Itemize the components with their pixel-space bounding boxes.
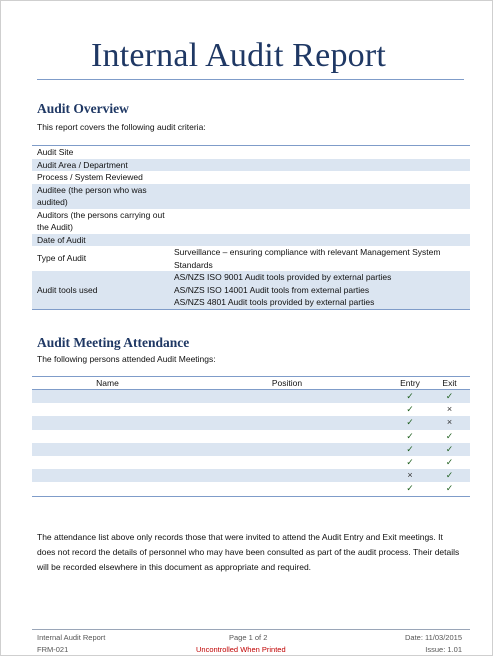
overview-row	[32, 184, 470, 209]
overview-row	[32, 146, 470, 159]
overview-row	[32, 271, 470, 309]
entry-mark: ✓	[406, 417, 414, 428]
attendance-row	[32, 416, 470, 429]
exit-mark: ✓	[445, 430, 454, 441]
overview-label: Audit Site	[37, 147, 74, 157]
attendee-name	[32, 390, 183, 403]
overview-value	[165, 209, 470, 234]
audit-tool-line: AS/NZS 4801 Audit tools provided by external parties	[174, 297, 375, 307]
entry-mark: ✓	[406, 391, 414, 401]
overview-label: Process / System Reviewed	[37, 172, 143, 182]
entry-mark: ✓	[406, 430, 414, 441]
overview-row	[32, 209, 470, 234]
attendee-position	[183, 443, 391, 456]
attendee-position	[183, 482, 391, 495]
exit-mark: ✓	[445, 443, 454, 454]
attendee-position	[183, 456, 391, 469]
exit-mark: ✓	[445, 470, 454, 481]
overview-value	[165, 171, 470, 184]
overview-row	[32, 246, 470, 271]
overview-label: Audit Area / Department	[37, 159, 128, 170]
exit-mark: ×	[446, 417, 453, 428]
exit-mark: ✓	[445, 483, 454, 494]
attendee-position	[183, 403, 391, 416]
overview-heading: Audit Overview	[37, 101, 129, 116]
attendee-name	[32, 469, 183, 482]
attendee-name	[32, 416, 183, 429]
overview-label: Date of Audit	[37, 234, 86, 245]
audit-tool-line: AS/NZS ISO 9001 Audit tools provided by external parties	[174, 272, 392, 282]
col-entry: Entry	[400, 378, 420, 388]
attendee-position	[183, 390, 391, 403]
entry-mark: ✓	[406, 404, 414, 415]
attendee-position	[183, 416, 391, 429]
attendee-name	[32, 456, 183, 469]
attendee-name	[32, 403, 183, 416]
attendance-row	[32, 430, 470, 443]
exit-mark: ×	[446, 404, 453, 415]
overview-label: Audit tools used	[37, 284, 98, 295]
attendance-row	[32, 443, 470, 456]
overview-value	[165, 159, 470, 172]
entry-mark: ✓	[406, 456, 414, 467]
overview-row	[32, 171, 470, 184]
audit-tool-line: AS/NZS ISO 14001 Audit tools from external parties	[174, 284, 370, 295]
attendee-position	[183, 469, 391, 482]
footer-doc-code: FRM-021	[37, 645, 69, 654]
attendance-row	[32, 482, 470, 495]
overview-label: Type of Audit	[37, 253, 87, 264]
entry-mark: ×	[407, 470, 413, 481]
attendance-row	[32, 403, 470, 416]
overview-row	[32, 234, 470, 247]
overview-value	[165, 271, 470, 309]
attendance-row	[32, 390, 470, 403]
attendance-header	[32, 377, 470, 390]
title-divider	[37, 79, 464, 80]
overview-value	[165, 146, 470, 159]
col-exit: Exit	[442, 378, 457, 388]
footer-doc-name: Internal Audit Report	[37, 633, 106, 642]
footer-divider	[32, 629, 470, 630]
attendance-table	[32, 376, 470, 497]
footer-issue: Issue: 1.01	[425, 645, 462, 654]
report-title: Internal Audit Report	[91, 37, 387, 74]
attendance-row	[32, 456, 470, 469]
exit-mark: ✓	[445, 391, 454, 401]
attendee-position	[183, 430, 391, 443]
footer-page-number: Page 1 of 2	[229, 633, 268, 642]
attendance-heading: Audit Meeting Attendance	[37, 335, 190, 350]
overview-value: Surveillance – ensuring compliance with relevant Management System Standards	[174, 247, 441, 270]
entry-mark: ✓	[406, 443, 414, 454]
col-name: Name	[96, 378, 119, 388]
entry-mark: ✓	[406, 483, 414, 494]
attendee-name	[32, 430, 183, 443]
attendance-row	[32, 469, 470, 482]
overview-value	[165, 234, 470, 247]
col-position: Position	[271, 378, 303, 388]
overview-table	[32, 145, 470, 310]
attendee-name	[32, 482, 183, 495]
overview-value	[165, 184, 470, 209]
overview-label: Auditors (the persons carrying out the Audit)	[37, 209, 165, 232]
footer-date: Date: 11/03/2015	[405, 633, 462, 642]
attendance-intro: The following persons attended Audit Meetings:	[37, 354, 216, 364]
overview-intro: This report covers the following audit criteria:	[37, 122, 206, 132]
overview-row	[32, 159, 470, 172]
overview-label: Auditee (the person who was audited)	[37, 184, 147, 207]
attendee-name	[32, 443, 183, 456]
attendance-note: The attendance list above only records those that were invited to attend the Audit Entry and Exit meetings. It does not record the details of personnel who may have been consulted as part of the audit process. Their details will be recorded elsewhere in this document as appropriate and required.	[37, 532, 460, 572]
footer-control-notice: Uncontrolled When Printed	[196, 645, 286, 654]
exit-mark: ✓	[445, 456, 454, 467]
